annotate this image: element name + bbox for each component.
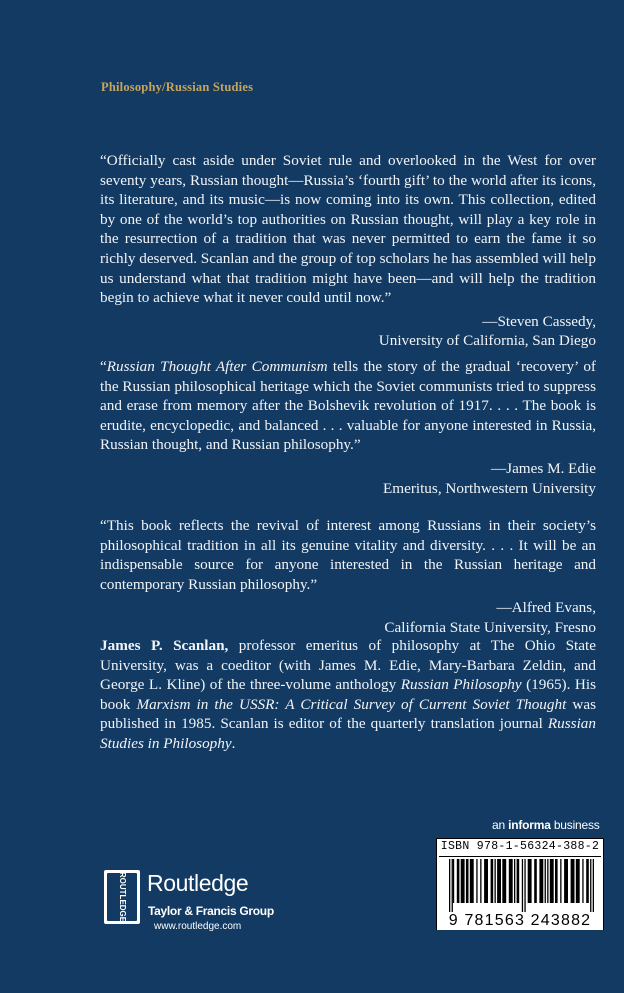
barcode-bar bbox=[545, 859, 546, 903]
barcode-bar bbox=[452, 859, 453, 917]
barcode-bar bbox=[491, 859, 494, 903]
routledge-emblem-text: ROUTLEDGE bbox=[117, 871, 127, 923]
quote-text bbox=[100, 357, 596, 455]
barcode-bar bbox=[524, 859, 525, 917]
blurb-quote bbox=[100, 516, 596, 638]
barcode-bar bbox=[453, 859, 454, 903]
isbn-barcode bbox=[436, 838, 604, 930]
quote-attribution bbox=[100, 312, 596, 351]
barcode-bar bbox=[497, 859, 501, 903]
quote-body: tells the story of the gradual ‘recovery’ of the Russian philosophical heritage which the Soviet communists tried to suppress and erase from memory after the Bolshevik revolution of 1917. . . . The book is erudite, encyclopedic, and balanced . . . valuable for anyone interested in Russia, Russian thought, and Russian philosophy.” bbox=[100, 358, 596, 454]
barcode-bar bbox=[528, 859, 532, 903]
barcode-bar bbox=[576, 859, 580, 903]
barcode-bar bbox=[466, 859, 469, 903]
barcode-bar bbox=[534, 859, 537, 903]
routledge-emblem-icon bbox=[104, 870, 140, 924]
barcode-bar bbox=[495, 859, 496, 903]
book-title: Russian Philosophy bbox=[400, 676, 522, 694]
barcode-bar bbox=[571, 859, 575, 903]
quote-text: “Officially cast aside under Soviet rule and overlooked in the West for over seventy years, Russian thought—Russia’s ‘fourth gift’ to the world after its icons, its literature, and its music—is now coming into its own. This collection, edited by one of the world’s top authorities on Russian thought, will play a key role in the resurrection of a tradition that was never permitted to earn the fame it so richly deserved. Scanlan and the group of top scholars he has assembled will help us understand what that tradition might have been—and will help the tradition begin to achieve what it never could until now.” bbox=[100, 152, 596, 307]
quoted-book-title: Russian Thought After Communism bbox=[106, 358, 328, 375]
barcode-bar bbox=[470, 859, 474, 903]
quote-author: —Steven Cassedy, bbox=[482, 312, 596, 330]
quote-open-mark: “ bbox=[100, 358, 107, 375]
book-title: Marxism in the USSR: A Critical Survey of Current Soviet Thought bbox=[136, 695, 567, 713]
barcode-bar bbox=[590, 859, 591, 917]
publisher-url: www.routledge.com bbox=[154, 921, 242, 932]
barcode-bar bbox=[582, 859, 583, 903]
journal-title: Russian Studies in Philosophy bbox=[100, 715, 596, 752]
barcode-bar bbox=[480, 859, 481, 903]
blurb-quote bbox=[100, 357, 596, 498]
quote-author: —Alfred Evans, bbox=[496, 599, 596, 617]
quote-attribution bbox=[100, 459, 596, 498]
barcode-bar bbox=[550, 859, 554, 903]
barcode-bars bbox=[443, 859, 599, 917]
quote-affiliation: Emeritus, Northwestern University bbox=[382, 479, 596, 497]
barcode-digits: 9 781563 243882 bbox=[437, 912, 603, 930]
barcode-bar bbox=[509, 859, 513, 903]
quote-affiliation: University of California, San Diego bbox=[378, 332, 596, 350]
author-bio bbox=[100, 636, 596, 754]
blurb-quote bbox=[100, 151, 596, 351]
barcode-bar bbox=[564, 859, 568, 903]
barcode-bar bbox=[484, 859, 488, 903]
informa-business-tagline: an informa business bbox=[492, 818, 600, 832]
barcode-bar bbox=[522, 859, 523, 917]
publisher-group: Taylor & Francis Group bbox=[148, 904, 274, 918]
author-bio-text: James P. Scanlan, professor emeritus of philosophy at The Ohio State University, was a coeditor (with James M. Edie, Mary-Barbara Zeldin, and George L. Kline) of the three-volume anthology Russian Philosophy (1965). His book Marxism in the USSR: A Critical Survey of Current Soviet Thought was published in 1985. Scanlan is editor of the quarterly translation journal Russian Studies in Philosophy. bbox=[100, 637, 597, 752]
quote-text: “This book reflects the revival of interest among Russians in their society’s philosophical tradition in all its genuine vitality and diversity. . . . It will be an indispensable source for anyone interested in the Russian heritage and contemporary Russian philosophy.” bbox=[100, 517, 596, 593]
barcode-bar bbox=[461, 859, 465, 903]
barcode-bar bbox=[586, 859, 589, 903]
barcode-bar bbox=[539, 859, 543, 903]
barcode-bar bbox=[560, 859, 561, 903]
quote-affiliation: California State University, Fresno bbox=[384, 618, 596, 636]
barcode-bar bbox=[514, 859, 515, 903]
barcode-bar bbox=[476, 859, 477, 903]
author-name: James P. Scanlan, bbox=[100, 637, 229, 654]
quote-author: —James M. Edie bbox=[490, 459, 596, 477]
isbn-number: ISBN 978-1-56324-388-2 bbox=[440, 840, 600, 853]
isbn-divider bbox=[439, 856, 601, 857]
quote-attribution bbox=[100, 598, 596, 637]
barcode-bar bbox=[449, 859, 450, 917]
barcode-bar bbox=[457, 859, 460, 903]
barcode-bar bbox=[547, 859, 548, 903]
informa-brand: informa bbox=[508, 818, 551, 832]
barcode-bar bbox=[555, 859, 558, 903]
category-label: Philosophy/Russian Studies bbox=[101, 80, 254, 94]
barcode-bar bbox=[593, 859, 594, 917]
barcode-bar bbox=[517, 859, 520, 903]
publisher-name: Routledge bbox=[147, 870, 249, 896]
barcode-bar bbox=[502, 859, 506, 903]
